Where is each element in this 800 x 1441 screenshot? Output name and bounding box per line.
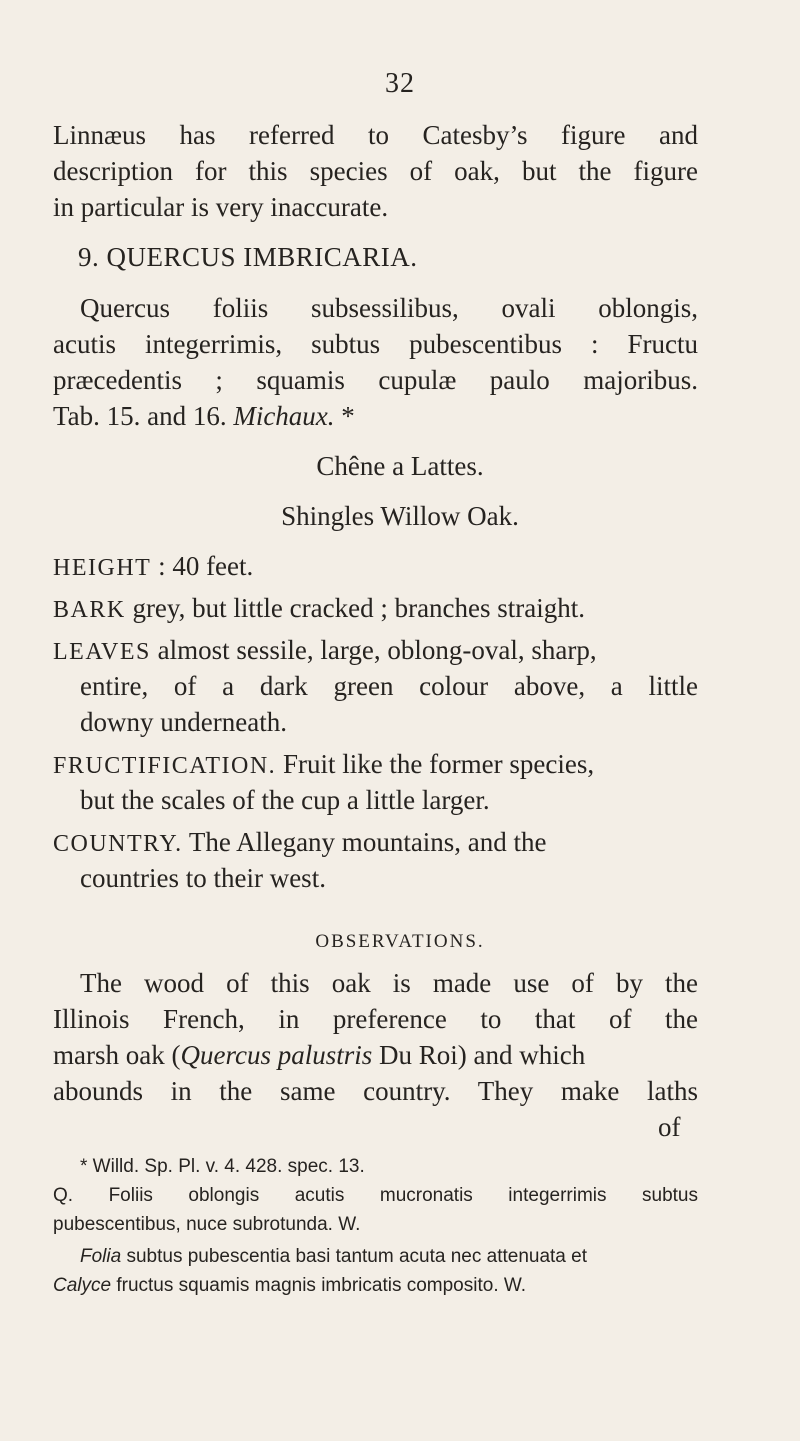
- country-label: COUNTRY.: [53, 831, 183, 857]
- observations-line-3: [53, 1038, 698, 1072]
- footnote-italic-folia: Folia: [80, 1246, 122, 1267]
- french-name: Chêne a Lattes.: [316, 451, 484, 481]
- leaves-label: LEAVES: [53, 639, 151, 665]
- fructification-entry-line-1: [53, 747, 698, 783]
- english-name: Shingles Willow Oak.: [281, 501, 519, 531]
- footnote-line-2: Q. Foliis oblongis acutis mucronatis integerrimis subtus: [53, 1185, 698, 1206]
- height-text: : 40 feet.: [151, 551, 254, 581]
- observations-line-4: abounds in the same country. They make laths: [53, 1076, 698, 1106]
- latin-line-1: Quercus foliis subsessilibus, ovali oblongis,: [80, 293, 698, 323]
- footnote-line-4: [80, 1244, 698, 1270]
- footnote-line-4-rest: subtus pubescentia basi tantum acuta nec attenuata et: [121, 1246, 588, 1267]
- intro-line-3: in particular is very inaccurate.: [53, 192, 389, 222]
- bark-entry: [53, 591, 698, 627]
- latin-line-4: [53, 399, 355, 433]
- observations-line-1: The wood of this oak is made use of by the: [80, 968, 698, 998]
- bark-label: BARK: [53, 597, 126, 623]
- footnote-line-1: * Willd. Sp. Pl. v. 4. 428. spec. 13.: [80, 1156, 365, 1177]
- leaves-line-2: entire, of a dark green colour above, a little: [80, 671, 698, 701]
- bark-text: grey, but little cracked ; branches straight.: [125, 593, 586, 623]
- catchword: of: [658, 1112, 681, 1142]
- leaves-line-3: downy underneath.: [80, 707, 287, 737]
- footnote-line-5-rest: fructus squamis magnis imbricatis composito. W.: [111, 1275, 527, 1296]
- author-name: Michaux.: [233, 401, 335, 431]
- latin-line-2: acutis integerrimis, subtus pubescentibus : Fructu: [53, 329, 698, 359]
- fructification-text-1: Fruit like the former species,: [276, 749, 595, 779]
- intro-line-1: Linnæus has referred to Catesby’s figure and: [53, 120, 698, 150]
- footnote-line-3: pubescentibus, nuce subrotunda. W.: [53, 1214, 361, 1235]
- height-label: HEIGHT: [53, 555, 152, 581]
- country-text-1: The Allegany mountains, and the: [182, 827, 547, 857]
- footnote-line-5: [53, 1273, 698, 1299]
- leaves-text-1: almost sessile, large, oblong-oval, sharp,: [150, 635, 597, 665]
- fructification-line-2: but the scales of the cup a little larger.: [80, 785, 490, 815]
- observations-line-3-end: Du Roi) and which: [372, 1040, 586, 1070]
- footnote-mark: *: [334, 401, 355, 431]
- fructification-label: FRUCTIFICATION.: [53, 753, 277, 779]
- latin-line-3: præcedentis ; squamis cupulæ paulo majoribus.: [53, 365, 698, 395]
- page-number: 32: [385, 68, 415, 99]
- leaves-entry-line-1: [53, 633, 698, 669]
- footnote-italic-calyce: Calyce: [53, 1275, 112, 1296]
- observations-line-2: Illinois French, in preference to that of the: [53, 1004, 698, 1034]
- species-heading: 9. QUERCUS IMBRICARIA.: [78, 242, 418, 272]
- country-line-2: countries to their west.: [80, 863, 326, 893]
- species-italic: Quercus palustris: [180, 1040, 373, 1070]
- height-entry: [53, 549, 253, 585]
- observations-line-3-start: marsh oak (: [53, 1040, 181, 1070]
- plate-reference: Tab. 15. and 16.: [53, 401, 234, 431]
- country-entry-line-1: [53, 825, 698, 861]
- observations-heading: OBSERVATIONS.: [315, 931, 485, 952]
- intro-line-2: description for this species of oak, but the figure: [53, 156, 698, 186]
